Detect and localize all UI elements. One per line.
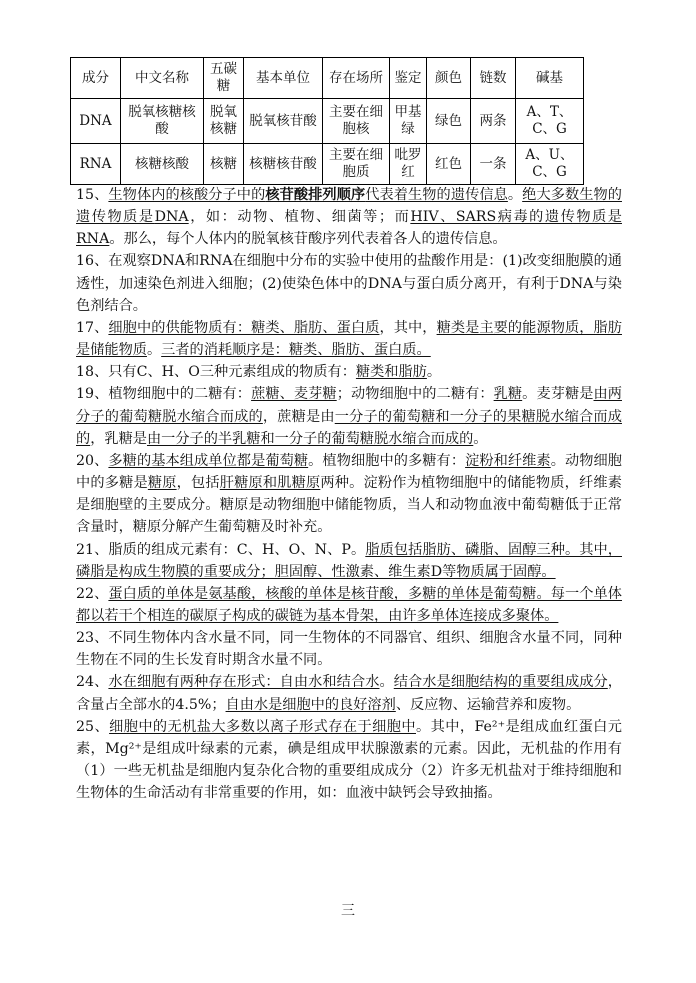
paragraph-17: 17、细胞中的供能物质有：糖类、脂肪、蛋白质，其中，糖类是主要的能源物质，脂肪是储能物质。三者的消耗顺序是：糖类、脂肪、蛋白质。 bbox=[76, 319, 622, 359]
table-cell: 主要在细胞核 bbox=[323, 99, 390, 144]
table-cell: A、U、C、G bbox=[516, 144, 584, 185]
table-cell: RNA bbox=[71, 144, 121, 185]
table-cell: 一条 bbox=[471, 144, 516, 185]
table-cell: A、T、C、G bbox=[516, 99, 584, 144]
table-cell: DNA bbox=[71, 99, 121, 144]
table-cell: 绿色 bbox=[427, 99, 471, 144]
header-cell: 存在场所 bbox=[323, 58, 390, 99]
paragraph-19: 19、植物细胞中的二糖有：蔗糖、麦芽糖；动物细胞中的二糖有：乳糖。麦芽糖是由两分子的葡萄糖脱水缩合而成的，蔗糖是由一分子的葡萄糖和一分子的果糖脱水缩合而成的，乳糖是由一分子的半乳糖和一分子的葡萄糖脱水缩合而成的。 bbox=[76, 386, 622, 447]
paragraph-25: 25、细胞中的无机盐大多数以离子形式存在于细胞中。其中，Fe²⁺是组成血红蛋白元素，Mg²⁺是组成叶绿素的元素，碘是组成甲状腺激素的元素。因此，无机盐的作用有（1）一些无机盐是细胞内复杂化合物的重要组成成分（2）许多无机盐对于维持细胞和生物体的生命活动有非常重要的作用，如：血液中缺钙会导致抽搐。 bbox=[76, 718, 622, 802]
paragraph-15: 15、生物体内的核酸分子中的核苷酸排列顺序代表着生物的遗传信息。绝大多数生物的遗传物质是DNA，如：动物、植物、细菌等；而HIV、SARS病毒的遗传物质是RNA。那么，每个人体内的脱氧核苷酸序列代表着各人的遗传信息。 bbox=[76, 187, 622, 248]
header-cell: 颜色 bbox=[427, 58, 471, 99]
table-cell: 脱氧核糖核酸 bbox=[121, 99, 204, 144]
nucleic-acid-table bbox=[70, 57, 584, 185]
table-row bbox=[71, 144, 584, 185]
table-cell: 核糖核酸 bbox=[121, 144, 204, 185]
table-header-row bbox=[71, 58, 584, 99]
table-cell: 吡罗红 bbox=[390, 144, 427, 185]
notes-body bbox=[76, 184, 622, 804]
table-cell: 红色 bbox=[427, 144, 471, 185]
paragraph-23: 23、不同生物体内含水量不同，同一生物体的不同器官、组织、细胞含水量不同，同种生物在不同的生长发育时期含水量不同。 bbox=[76, 630, 622, 669]
header-cell: 鉴定 bbox=[390, 58, 427, 99]
paragraph-16: 16、在观察DNA和RNA在细胞中分布的实验中使用的盐酸作用是：(1)改变细胞膜的通透性，加速染色剂进入细胞；(2)使染色体中的DNA与蛋白质分离开，有利于DNA与染色剂结合。 bbox=[76, 253, 622, 314]
table-cell: 核糖核苷酸 bbox=[244, 144, 323, 185]
table-cell: 脱氧核糖 bbox=[204, 99, 244, 144]
header-cell: 链数 bbox=[471, 58, 516, 99]
paragraph-22: 22、蛋白质的单体是氨基酸，核酸的单体是核苷酸，多糖的单体是葡萄糖。每一个单体都以若干个相连的碳原子构成的碳链为基本骨架，由许多单体连接成多聚体。 bbox=[76, 585, 622, 624]
table-cell: 主要在细胞质 bbox=[323, 144, 390, 185]
header-cell: 基本单位 bbox=[244, 58, 323, 99]
paragraph-18: 18、只有C、H、O三种元素组成的物质有：糖类和脂肪。 bbox=[76, 364, 442, 381]
table-row bbox=[71, 99, 584, 144]
table-cell: 甲基绿 bbox=[390, 99, 427, 144]
table-cell: 脱氧核苷酸 bbox=[244, 99, 323, 144]
header-cell: 成分 bbox=[71, 58, 121, 99]
header-cell: 五碳糖 bbox=[204, 58, 244, 99]
table-cell: 核糖 bbox=[204, 144, 244, 185]
header-cell: 碱基 bbox=[516, 58, 584, 99]
page-number: 三 bbox=[341, 903, 355, 919]
paragraph-24: 24、水在细胞有两种存在形式：自由水和结合水。结合水是细胞结构的重要组成成分，含量占全部水的4.5%；自由水是细胞中的良好溶剂、反应物、运输营养和废物。 bbox=[76, 674, 622, 713]
header-cell: 中文名称 bbox=[121, 58, 204, 99]
paragraph-21: 21、脂质的组成元素有：C、H、O、N、P。脂质包括脂肪、磷脂、固醇三种。其中，磷脂是构成生物膜的重要成分；胆固醇、性激素、维生素D等物质属于固醇。 bbox=[76, 541, 622, 580]
table-cell: 两条 bbox=[471, 99, 516, 144]
paragraph-20: 20、多糖的基本组成单位都是葡萄糖。植物细胞中的多糖有：淀粉和纤维素。动物细胞中的多糖是糖原，包括肝糖原和肌糖原两种。淀粉作为植物细胞中的储能物质，纤维素是细胞壁的主要成分。糖原是动物细胞中储能物质，当人和动物血液中葡萄糖低于正常含量时，糖原分解产生葡萄糖及时补充。 bbox=[76, 452, 622, 536]
